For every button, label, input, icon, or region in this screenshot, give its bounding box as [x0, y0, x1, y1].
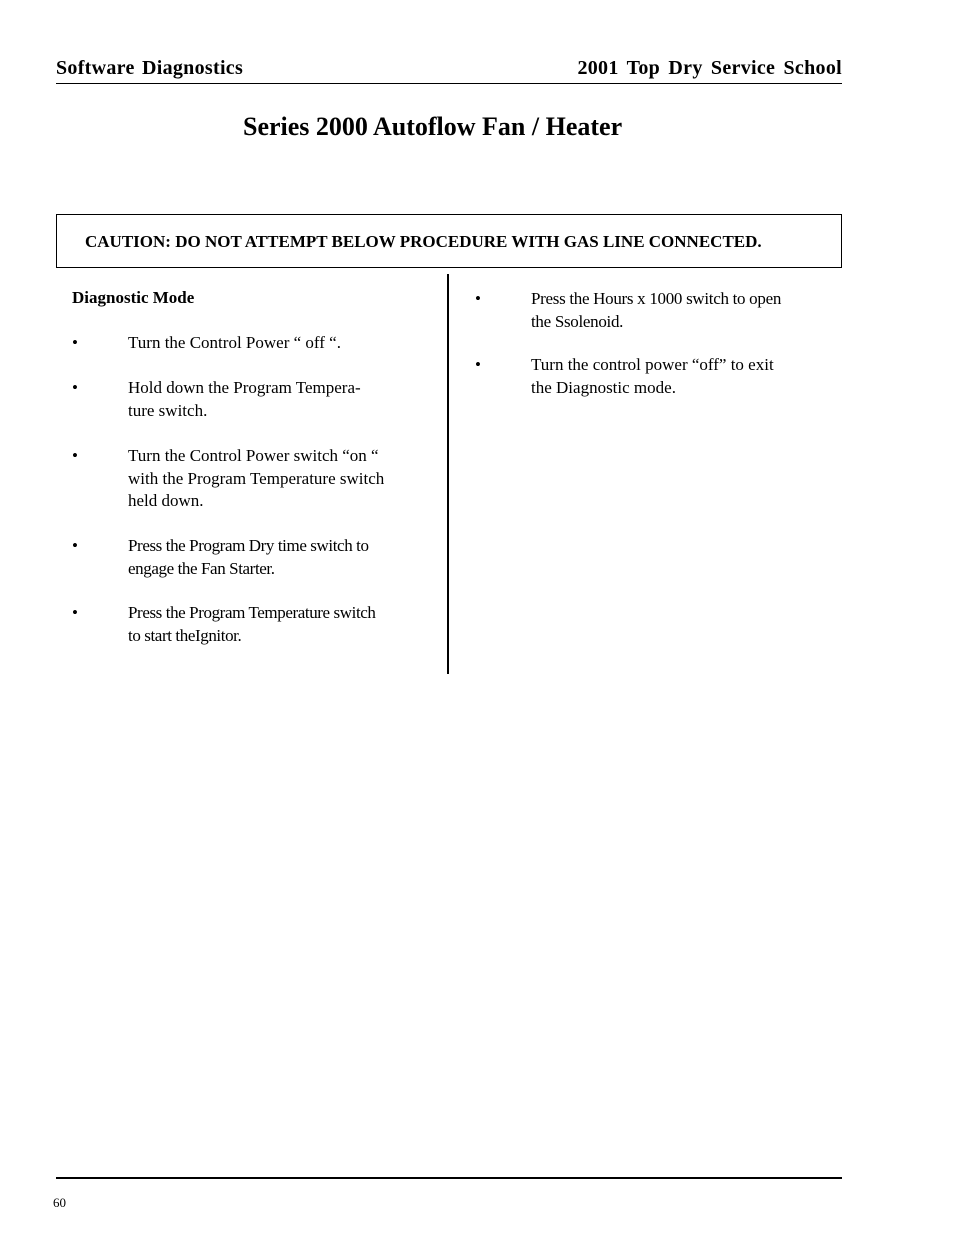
caution-text: CAUTION: DO NOT ATTEMPT BELOW PROCEDURE WITH GAS LINE CONNECTED.	[85, 232, 762, 251]
column-divider	[447, 274, 449, 674]
list-item-text: Press the Program Dry time switch to engage the Fan Starter.	[128, 536, 369, 578]
header-rule	[56, 83, 842, 84]
bullet-icon: •	[475, 355, 481, 374]
caution-box	[56, 214, 842, 268]
bullet-icon: •	[72, 536, 78, 555]
list-item-text: Turn the Control Power switch “on “ with the Program Temperature switch held down.	[128, 446, 385, 510]
header-section-title: Software Diagnostics	[56, 57, 244, 79]
header-document-title: 2001 Top Dry Service School	[577, 57, 842, 79]
footer-rule	[56, 1177, 842, 1179]
list-item-text: Press the Hours x 1000 switch to open the Ssolenoid.	[531, 289, 782, 331]
page-title: Series 2000 Autoflow Fan / Heater	[243, 112, 623, 141]
bullet-icon: •	[72, 333, 78, 352]
list-item-text: Hold down the Program Tempera- ture switch.	[128, 378, 361, 420]
diagnostic-mode-heading: Diagnostic Mode	[72, 288, 195, 307]
list-item-text: Turn the control power “off” to exit the Diagnostic mode.	[531, 355, 774, 397]
list-item-text: Press the Program Temperature switch to start theIgnitor.	[128, 603, 376, 645]
bullet-icon: •	[72, 446, 78, 465]
list-item-text: Turn the Control Power “ off “.	[128, 333, 341, 352]
page-number: 60	[53, 1195, 66, 1210]
bullet-icon: •	[72, 603, 78, 622]
bullet-icon: •	[72, 378, 78, 397]
bullet-icon: •	[475, 289, 481, 308]
